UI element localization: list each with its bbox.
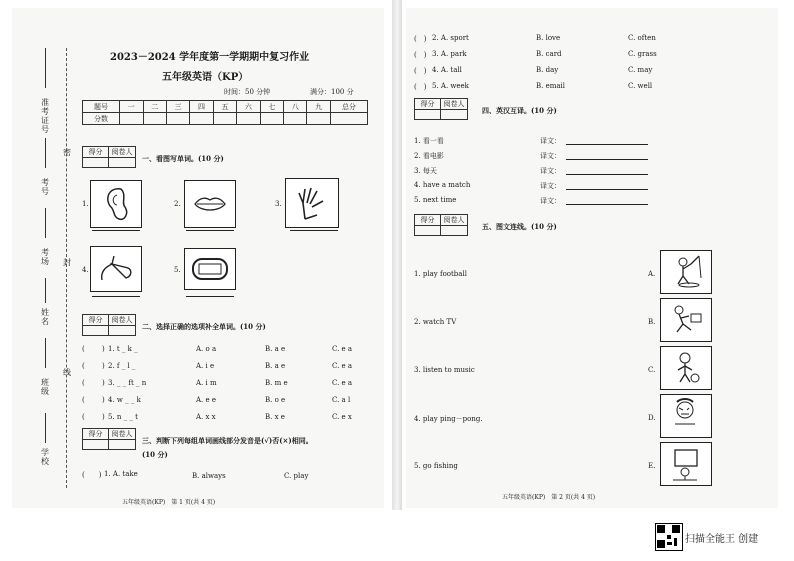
- answer-paren-close: ): [102, 413, 105, 421]
- option-a: A. o a: [196, 345, 217, 353]
- section3-points: (10 分): [142, 450, 168, 459]
- translation-label: 译文：: [540, 197, 561, 205]
- answer-paren: ( ): [414, 35, 427, 43]
- exam-title: 2023－2024 学年度第一学期期中复习作业: [110, 52, 310, 63]
- exam-room-label: 考场: [41, 248, 49, 266]
- answer-paren-open: (: [82, 413, 85, 421]
- name-label: 姓名: [41, 308, 49, 326]
- answer-paren: ( ): [82, 471, 102, 479]
- score-header-cell: 八: [284, 101, 307, 113]
- answer-paren: ( ): [414, 83, 427, 91]
- exam-full-score: 满分：100 分: [310, 88, 354, 96]
- option-b: B. a e: [265, 362, 286, 370]
- option-a: A. i m: [196, 379, 217, 387]
- option-a: A. i e: [196, 362, 215, 370]
- answer-paren: ( ): [414, 67, 427, 75]
- answer-paren-close: ): [102, 362, 105, 370]
- seal-marker-mi: 密: [63, 148, 71, 157]
- translation-label: 译文：: [540, 137, 561, 145]
- music-picture: [660, 394, 712, 438]
- score-input-cell[interactable]: [260, 113, 283, 125]
- score-input-cell[interactable]: [237, 113, 260, 125]
- grader-box-3: 得分 阅卷人: [82, 428, 136, 450]
- section3-q1-b: B. always: [192, 472, 226, 480]
- option-c: C. e a: [332, 345, 353, 353]
- grader-box-2: 得分 阅卷人: [82, 314, 136, 336]
- score-header-cell: 三: [166, 101, 189, 113]
- score-header-cell: 九: [307, 101, 330, 113]
- school-label: 学校: [41, 448, 49, 466]
- option-c: C. e a: [332, 362, 353, 370]
- section3-title: 三、判断下列每组单词画线部分发音是(√)否(×)相同。: [142, 436, 313, 445]
- word-question: 1. t _ k _: [108, 345, 138, 353]
- option-b: B. a e: [265, 345, 286, 353]
- seal-marker-feng: 封: [63, 258, 71, 267]
- section5-title: 五、图文连线。(10 分): [482, 222, 557, 231]
- football-picture: [660, 346, 712, 390]
- clock-picture: [184, 248, 236, 290]
- section3-q1-c: C. play: [284, 472, 309, 480]
- picture-letter: A.: [648, 270, 656, 278]
- translation-answer-line[interactable]: [566, 159, 648, 160]
- option-b: B. o e: [265, 396, 286, 404]
- hand-picture: [285, 178, 339, 228]
- page-fold: [392, 0, 402, 510]
- translate-item: 5. next time: [414, 196, 457, 204]
- score-input-cell[interactable]: [330, 113, 367, 125]
- ping-pong-picture: [660, 298, 712, 342]
- answer-paren-close: ): [102, 379, 105, 387]
- translate-item: 4. have a match: [414, 181, 471, 189]
- answer-paren-close: ): [102, 396, 105, 404]
- option-b: B. x e: [265, 413, 285, 421]
- word-question: 4. w _ _ k: [108, 396, 141, 404]
- scanner-watermark: 扫描全能王 创建: [685, 534, 759, 545]
- ear-picture: [90, 180, 142, 228]
- translate-item: 1. 看一看: [414, 137, 444, 145]
- exam-subtitle: 五年级英语（KP）: [162, 72, 249, 83]
- translation-answer-line[interactable]: [566, 204, 648, 205]
- score-input-cell[interactable]: [166, 113, 189, 125]
- admission-number-label: 准考证号: [41, 98, 49, 134]
- translation-label: 译文：: [540, 182, 561, 190]
- pronunciation-question: 5. A. week: [432, 82, 469, 90]
- option-c: C. may: [628, 66, 653, 74]
- translation-answer-line[interactable]: [566, 174, 648, 175]
- option-b: B. email: [536, 82, 566, 90]
- option-c: C. grass: [628, 50, 657, 58]
- score-header-cell: 四: [190, 101, 213, 113]
- foot-picture: [90, 246, 142, 292]
- score-input-cell[interactable]: [284, 113, 307, 125]
- picture-item-number: 3.: [275, 200, 282, 208]
- answer-paren-open: (: [82, 345, 85, 353]
- matching-phrase: 3. listen to music: [414, 366, 475, 374]
- grader-box-4: 得分 阅卷人: [414, 98, 468, 120]
- score-input-cell[interactable]: [143, 113, 166, 125]
- picture-letter: C.: [648, 366, 656, 374]
- score-header-cell: 七: [260, 101, 283, 113]
- option-c: C. e a: [332, 379, 353, 387]
- option-a: A. e e: [196, 396, 217, 404]
- translation-label: 译文：: [540, 152, 561, 160]
- seal-marker-xian: 线: [63, 368, 71, 377]
- word-question: 5. n _ _ t: [108, 413, 138, 421]
- picture-letter: D.: [648, 414, 656, 422]
- translation-answer-line[interactable]: [566, 189, 648, 190]
- score-input-cell[interactable]: [120, 113, 143, 125]
- exam-page-1: [12, 8, 384, 508]
- matching-phrase: 2. watch TV: [414, 318, 457, 326]
- option-c: C. often: [628, 34, 656, 42]
- picture-item-number: 5.: [174, 266, 181, 274]
- picture-letter: E.: [648, 462, 656, 470]
- answer-paren-close: ): [102, 345, 105, 353]
- score-header-cell: 题号: [83, 101, 120, 113]
- score-row-label: 分数: [83, 113, 120, 125]
- translate-item: 3. 每天: [414, 167, 437, 175]
- pronunciation-question: 4. A. tall: [432, 66, 462, 74]
- option-c: C. well: [628, 82, 653, 90]
- class-label: 班级: [41, 378, 49, 396]
- section3-q1: 1. A. take: [104, 470, 138, 478]
- option-c: C. e x: [332, 413, 352, 421]
- option-b: B. day: [536, 66, 559, 74]
- score-header-cell: 一: [120, 101, 143, 113]
- option-a: A. x x: [196, 413, 216, 421]
- word-question: 2. f _ l _: [108, 362, 136, 370]
- qr-code-icon: [655, 523, 683, 551]
- score-header-cell: 总分: [330, 101, 367, 113]
- picture-item-number: 4.: [82, 266, 89, 274]
- grader-box-5: 得分 阅卷人: [414, 214, 468, 236]
- answer-paren-open: (: [82, 379, 85, 387]
- page-footer: 五年级英语(KP) 第 1 页(共 4 页): [122, 499, 216, 506]
- score-input-cell[interactable]: [213, 113, 236, 125]
- word-question: 3. _ _ ft _ n: [108, 379, 147, 387]
- score-table: [82, 100, 368, 125]
- score-header-cell: 五: [213, 101, 236, 113]
- score-header-cell: 六: [237, 101, 260, 113]
- picture-item-number: 2.: [174, 200, 181, 208]
- option-c: C. a l: [332, 396, 351, 404]
- page-footer: 五年级英语(KP) 第 2 页(共 4 页): [502, 494, 596, 501]
- option-b: B. m e: [265, 379, 288, 387]
- exam-time: 时间：50 分钟: [224, 88, 271, 96]
- answer-paren: ( ): [414, 51, 427, 59]
- matching-phrase: 5. go fishing: [414, 462, 458, 470]
- score-input-cell[interactable]: [307, 113, 330, 125]
- matching-phrase: 1. play football: [414, 270, 467, 278]
- translation-label: 译文：: [540, 167, 561, 175]
- answer-paren-open: (: [82, 362, 85, 370]
- translate-item: 2. 看电影: [414, 152, 444, 160]
- pronunciation-question: 2. A. sport: [432, 34, 469, 42]
- score-header-cell: 二: [143, 101, 166, 113]
- lips-picture: [184, 180, 236, 228]
- matching-phrase: 4. play ping－pong.: [414, 415, 483, 423]
- section1-title: 一、看图写单词。(10 分): [142, 154, 224, 163]
- student-info-sidebar: [12, 8, 72, 508]
- section2-title: 二、选择正确的选项补全单词。(10 分): [142, 322, 266, 331]
- exam-page-2: [406, 8, 778, 508]
- grader-box-1: 得分 阅卷人: [82, 146, 136, 168]
- picture-letter: B.: [648, 318, 656, 326]
- fishing-picture: [660, 250, 712, 294]
- exam-number-label: 考号: [41, 178, 49, 196]
- pronunciation-question: 3. A. park: [432, 50, 467, 58]
- tv-picture: [660, 442, 712, 486]
- section4-title: 四、英汉互译。(10 分): [482, 106, 557, 115]
- option-b: B. card: [536, 50, 562, 58]
- answer-paren-open: (: [82, 396, 85, 404]
- score-input-cell[interactable]: [190, 113, 213, 125]
- option-b: B. love: [536, 34, 561, 42]
- translation-answer-line[interactable]: [566, 144, 648, 145]
- picture-item-number: 1.: [82, 200, 89, 208]
